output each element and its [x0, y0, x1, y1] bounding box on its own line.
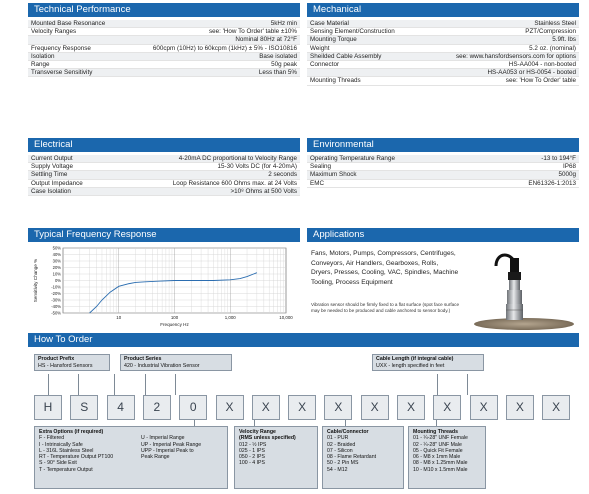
- prefix-connector-2: [78, 374, 79, 395]
- option-item: 02 - Braided: [327, 441, 356, 448]
- option-item: I - Intrinsically Safe: [39, 441, 83, 448]
- spec-value: 2 seconds: [268, 171, 297, 179]
- y-tick-label: -20%: [51, 291, 61, 296]
- spec-key: Isolation: [31, 52, 55, 60]
- part-number-char: X: [252, 395, 280, 420]
- option-item: T - Temperature Output: [39, 466, 93, 473]
- electrical-table: [28, 155, 300, 196]
- option-item: Peak Range: [141, 454, 170, 461]
- spec-value: see: 'How To Order' table: [505, 77, 576, 85]
- spec-row: [28, 20, 300, 28]
- spec-row: [307, 155, 579, 163]
- option-item: 10 - M10 x 1.5mm Male: [413, 466, 468, 473]
- spec-row: [307, 28, 579, 36]
- velocity-range-box: [234, 426, 318, 489]
- spec-row: [28, 36, 300, 44]
- spec-value: see: 'How To Order' table ±10%: [209, 28, 297, 36]
- spec-value: Loop Resistance 600 Ohms max. at 24 Volts: [172, 179, 297, 187]
- spec-key: Frequency Response: [31, 44, 91, 52]
- spec-key: Sensing Element/Construction: [310, 28, 395, 36]
- spec-key: Operating Temperature Range: [310, 155, 395, 162]
- spec-value: 5.2 oz. (nominal): [529, 44, 576, 52]
- spec-key: Weight: [310, 44, 330, 52]
- part-number-char: X: [361, 395, 389, 420]
- spec-row: [307, 171, 579, 179]
- series-title: Product Series: [124, 356, 162, 362]
- part-number-char: X: [216, 395, 244, 420]
- spec-row: [307, 45, 579, 53]
- spec-value: 600cpm (10Hz) to 60kcpm (1kHz) ± 5% - ISO10816: [152, 44, 297, 52]
- cable-length-title: Cable Length (if integral cable): [376, 356, 454, 362]
- part-number-char: H: [34, 395, 62, 420]
- spec-row: [28, 69, 300, 77]
- spec-value: IP68: [563, 163, 576, 171]
- spec-row: [307, 163, 579, 171]
- spec-value: HS-AA053 or HS-0054 - booted: [487, 69, 576, 77]
- spec-value: Base isolated: [259, 52, 297, 60]
- frequency-response-chart: [30, 243, 293, 328]
- spec-row: [307, 69, 579, 77]
- spec-key: Mounting Torque: [310, 36, 357, 44]
- x-tick-label: 10: [116, 315, 122, 320]
- spec-value: see: www.hansfordsensors.com for options: [455, 52, 576, 60]
- prefix-title: Product Prefix: [38, 356, 75, 362]
- frequency-header: Typical Frequency Response: [28, 228, 300, 242]
- part-number-char: X: [397, 395, 425, 420]
- part-number-char: 2: [143, 395, 171, 420]
- option-item: 07 - Silicon: [327, 447, 353, 454]
- spec-row: [307, 53, 579, 61]
- part-number-char: X: [288, 395, 316, 420]
- spec-key: Settling Time: [31, 171, 68, 179]
- spec-key: Sheilded Cable Assembly: [310, 52, 382, 60]
- spec-value: 5000g: [558, 171, 576, 179]
- spec-value: EN61326-1:2013: [528, 179, 576, 187]
- mounting-threads-title: Mounting Threads: [413, 429, 458, 435]
- series-connector: [114, 374, 115, 395]
- y-tick-label: 40%: [52, 252, 61, 257]
- spec-row: [307, 180, 579, 188]
- spec-value: Stainless Steel: [534, 20, 576, 27]
- cable-length-value: UXX - length specified in feet: [376, 362, 445, 369]
- extra-options-left: [39, 435, 135, 473]
- prefix-label: [34, 354, 110, 371]
- electrical-header: Electrical: [28, 138, 300, 152]
- spec-value: Nominal 80Hz at 72°F: [235, 36, 297, 44]
- cable-length-connector-2: [467, 374, 468, 395]
- cable-length-label: [372, 354, 484, 371]
- spec-row: [28, 180, 300, 188]
- option-item: 01 - PUR: [327, 435, 349, 442]
- cable-connector-box: [322, 426, 404, 489]
- sensor-image: [466, 246, 576, 331]
- spec-key: EMC: [310, 179, 324, 187]
- y-tick-label: -40%: [51, 304, 61, 309]
- spec-key: Sealing: [310, 163, 332, 171]
- mounting-threads-list: [413, 435, 481, 473]
- option-item: 050 - 2 IPS: [239, 454, 265, 461]
- option-item: 50 - 2 Pin MS: [327, 460, 359, 467]
- cable-length-connector: [437, 374, 438, 395]
- option-item: S - 90° Side Exit: [39, 460, 77, 467]
- series-connector-2: [145, 374, 146, 395]
- option-item: 08 - M8 x 1.25mm Male: [413, 460, 468, 467]
- spec-row: [307, 20, 579, 28]
- part-number-char: X: [324, 395, 352, 420]
- x-tick-label: 1,000: [224, 315, 236, 320]
- part-number-char: X: [433, 395, 461, 420]
- option-item: U - Imperial Range: [141, 435, 185, 442]
- mechanical-header: Mechanical: [307, 3, 579, 17]
- spec-row: [28, 53, 300, 61]
- spec-key: Case Material: [310, 20, 349, 27]
- spec-value: >10⁸ Ohms at 500 Volts: [230, 187, 297, 195]
- howto-header: How To Order: [28, 333, 579, 347]
- part-number-char: S: [70, 395, 98, 420]
- option-item: L - 316L Stainless Steel: [39, 447, 94, 454]
- option-item: 06 - M8 x 1mm Male: [413, 454, 461, 461]
- mounting-threads-box: [408, 426, 486, 489]
- y-tick-label: 30%: [52, 258, 61, 264]
- spec-key: Mounting Threads: [310, 77, 361, 85]
- option-item: 05 - Quick Fit Female: [413, 447, 463, 454]
- velocity-range-title: Velocity Range: [239, 429, 276, 435]
- y-axis-label: Sensitivity Change %: [33, 258, 38, 303]
- environmental-table: [307, 155, 579, 188]
- option-item: 54 - M12: [327, 466, 348, 473]
- spec-key: Output Impedance: [31, 179, 83, 187]
- option-item: 01 - ¼-28" UNF Female: [413, 435, 468, 442]
- prefix-value: HS - Hansford Sensors: [38, 362, 93, 369]
- spec-key: Transverse Sensitivity: [31, 69, 93, 77]
- series-connector-3: [175, 374, 176, 395]
- mounting-note: Vibration sensor should be firmly fixed to a flat surface (spot face surface may be needed to be produced and cable anchored to sensor body.): [311, 302, 460, 313]
- extra-options-right: [141, 435, 201, 473]
- mechanical-table: [307, 20, 579, 86]
- y-tick-label: 50%: [52, 245, 61, 251]
- option-item: UP - Imperial Peak Range: [141, 441, 202, 448]
- spec-value: -13 to 194°F: [541, 155, 576, 162]
- option-item: 025 - 1 IPS: [239, 447, 265, 454]
- spec-value: 50g peak: [271, 60, 297, 68]
- velocity-range-subtitle: (RMS unless specified): [239, 435, 296, 442]
- series-value: 420 - Industrial Vibration Sensor: [124, 362, 200, 369]
- prefix-connector: [48, 374, 49, 395]
- x-axis-label: Frequency Hz: [160, 322, 189, 327]
- spec-key: Supply Voltage: [31, 163, 74, 171]
- y-tick-label: -10%: [51, 284, 61, 290]
- extra-options-box: [34, 426, 228, 489]
- applications-header: Applications: [307, 228, 579, 242]
- y-tick-label: 0%: [54, 278, 61, 283]
- spec-value: PZT/Compression: [525, 28, 576, 36]
- spec-row: [28, 163, 300, 171]
- spec-row: [28, 61, 300, 69]
- spec-row: [307, 36, 579, 44]
- spec-row: [28, 171, 300, 179]
- extra-options-title: Extra Options (if required): [39, 429, 104, 435]
- x-tick-label: 10,000: [279, 315, 293, 320]
- spec-row: [28, 155, 300, 163]
- spec-row: [307, 77, 579, 85]
- spec-key: Maximum Shock: [310, 171, 357, 179]
- velocity-range-list: [239, 442, 313, 467]
- technical-table: [28, 20, 300, 77]
- option-item: 08 - Flame Retardant: [327, 454, 377, 461]
- part-number-char: 0: [179, 395, 207, 420]
- option-item: 012 - ½ IPS: [239, 441, 267, 448]
- spec-row: [28, 45, 300, 53]
- x-tick-label: 100: [170, 315, 179, 320]
- spec-value: 15-30 Volts DC (for 4-20mA): [217, 163, 297, 171]
- y-tick-label: 10%: [52, 271, 61, 277]
- spec-row: [307, 61, 579, 69]
- applications-list: Fans, Motors, Pumps, Compressors, Centrifuges, Conveyors, Air Handlers, Gearboxes, Rolls, Dryers, Presses, Cooling, VAC, Spindles, Machine Tooling, Process Equipment: [311, 250, 459, 286]
- y-tick-label: -30%: [51, 297, 61, 303]
- spec-row: [28, 188, 300, 196]
- y-tick-label: -50%: [51, 310, 61, 316]
- spec-key: Case Isolation: [31, 187, 71, 195]
- option-item: RT - Temperature Output PT100: [39, 454, 114, 461]
- spec-value: 5.9ft. lbs: [552, 36, 576, 44]
- spec-key: Connector: [310, 60, 340, 68]
- environmental-header: Environmental: [307, 138, 579, 152]
- spec-value: 4-20mA DC proportional to Velocity Range: [178, 155, 297, 162]
- part-number-char: X: [470, 395, 498, 420]
- series-label: [120, 354, 232, 371]
- spec-value: HS-AA004 - non-booted: [508, 60, 576, 68]
- spec-key: Mounted Base Resonance: [31, 20, 106, 27]
- part-number-char: X: [506, 395, 534, 420]
- cable-connector-title: Cable/Connector: [327, 429, 369, 435]
- part-number-char: X: [542, 395, 570, 420]
- spec-key: Range: [31, 60, 50, 68]
- cable-connector-list: [327, 435, 399, 473]
- part-number-char: 4: [107, 395, 135, 420]
- spec-value: Less than 5%: [258, 69, 297, 77]
- technical-header: Technical Performance: [28, 3, 300, 17]
- option-item: F - Filtered: [39, 435, 65, 442]
- option-item: UPP - Imperial Peak to: [141, 447, 194, 454]
- spec-key: Current Output: [31, 155, 73, 162]
- y-tick-label: 20%: [52, 265, 61, 270]
- option-item: 100 - 4 IPS: [239, 460, 265, 467]
- spec-key: Velocity Ranges: [31, 28, 77, 36]
- spec-value: 5kHz min: [270, 20, 297, 27]
- option-item: 02 - ¼-28" UNF Male: [413, 441, 462, 448]
